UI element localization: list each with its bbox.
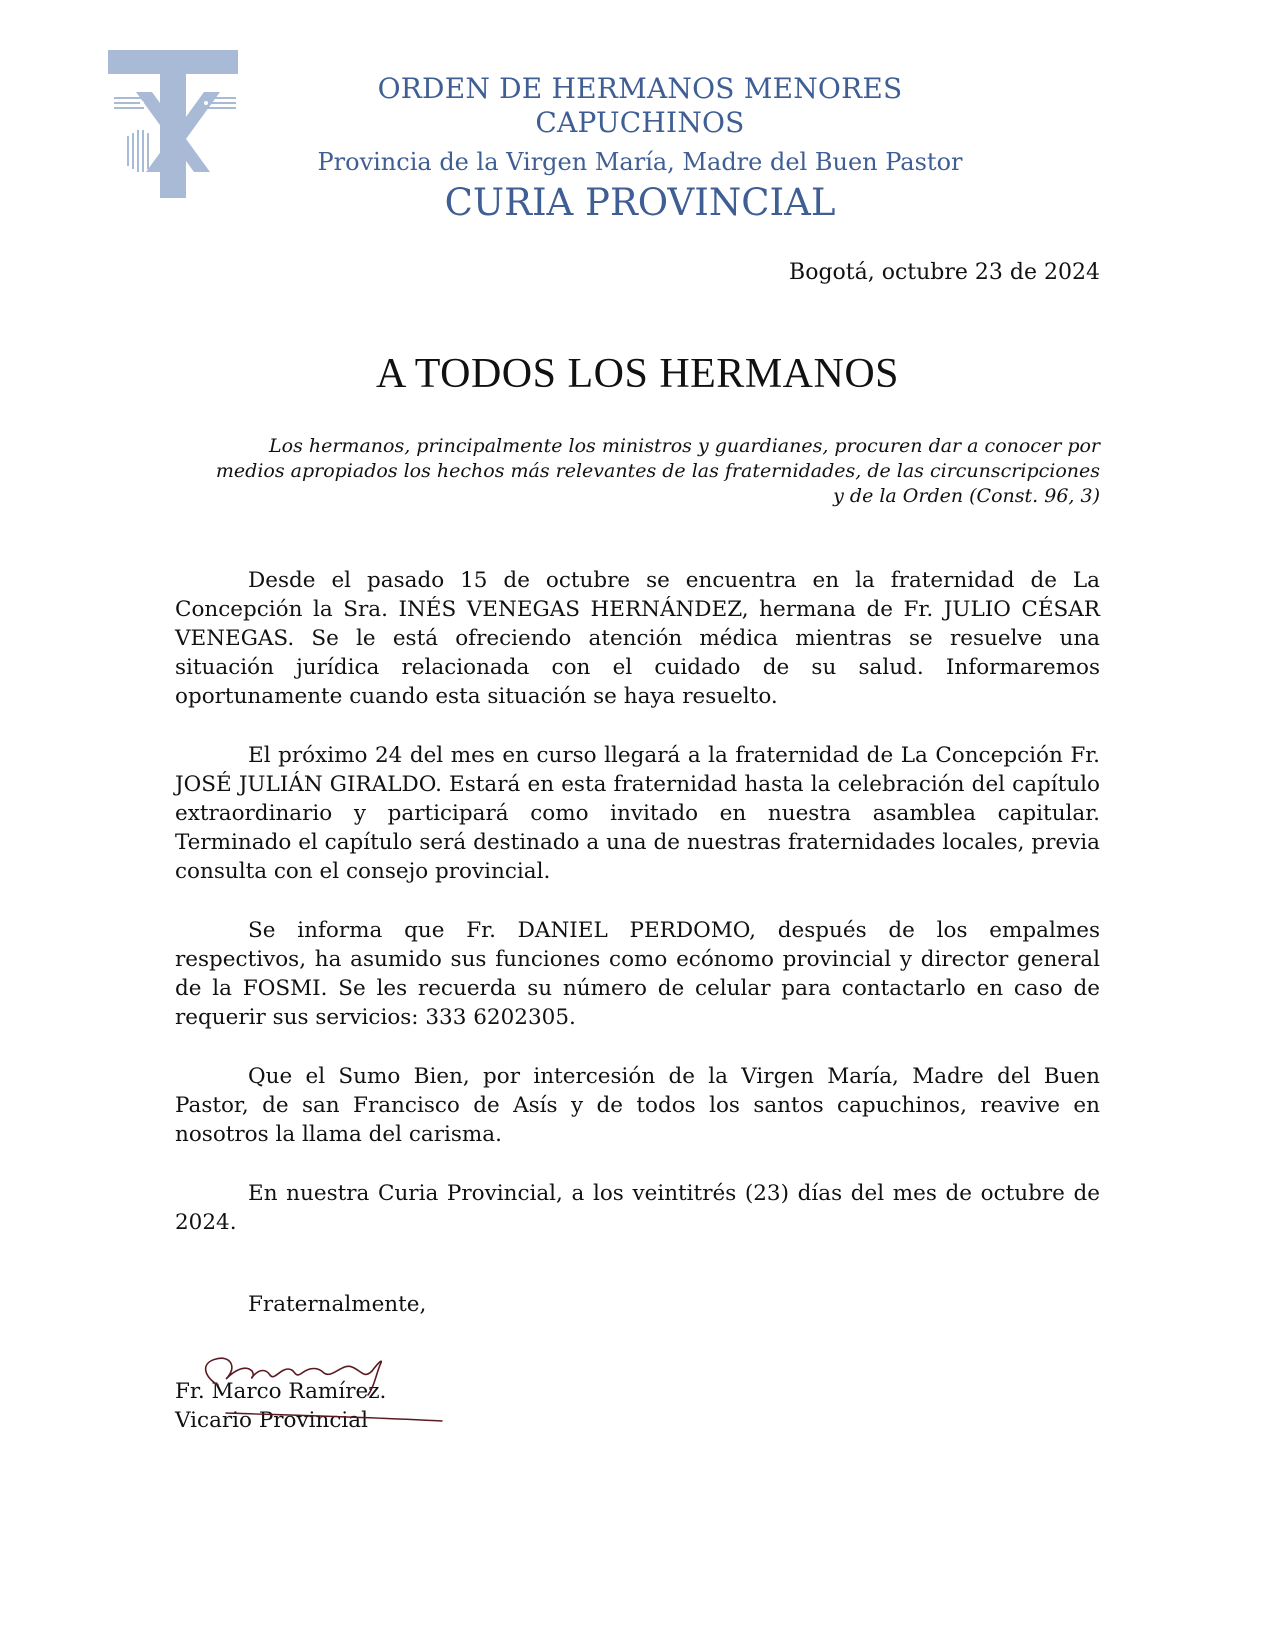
- curia-name: CURIA PROVINCIAL: [444, 181, 836, 224]
- paragraph: Desde el pasado 15 de octubre se encuentra en la fraternidad de La Concepción la Sra. INÉS VENEGAS HERNÁNDEZ, hermana de Fr. JULIO CÉSAR VENEGAS. Se le está ofreciendo atención médica mientras se resuelve una situación jurídica relacionada con el cuidado de su salud. Informaremos oportunamente cuando esta situación se haya resuelto.: [175, 568, 1100, 709]
- paragraph: Se informa que Fr. DANIEL PERDOMO, después de los empalmes respectivos, ha asumido sus funciones como ecónomo provincial y director general de la FOSMI. Se les recuerda su número de celular para contactarlo en caso de requerir sus servicios: 333 6202305.: [175, 918, 1100, 1030]
- signer-name: Fr. Marco Ramírez.: [175, 1379, 387, 1404]
- epigraph-quote: Los hermanos, principalmente los ministros y guardianes, procuren dar a conocer por medios apropiados los hechos más relevantes de las fraternidades, de las circunscripciones y de la Orden (Const. 96, 3): [215, 435, 1100, 507]
- letter-date: Bogotá, octubre 23 de 2024: [789, 260, 1100, 285]
- paragraph: El próximo 24 del mes en curso llegará a la fraternidad de La Concepción Fr. JOSÉ JULIÁN GIRALDO. Estará en esta fraternidad hasta la celebración del capítulo extraordinario y participará como invitado en nuestra asamblea capitular. Terminado el capítulo será destinado a una de nuestras fraternidades locales, previa consulta con el consejo provincial.: [175, 743, 1100, 884]
- letterhead: [280, 72, 1000, 224]
- letter-body: [175, 566, 1100, 1267]
- paragraph: En nuestra Curia Provincial, a los veintitrés (23) días del mes de octubre de 2024.: [175, 1181, 1100, 1235]
- order-name: ORDEN DE HERMANOS MENORES CAPUCHINOS: [377, 72, 903, 139]
- signer-role: Vicario Provincial: [175, 1408, 368, 1433]
- franciscan-tau-cross-icon: [108, 50, 243, 200]
- province-name: Provincia de la Virgen María, Madre del Buen Pastor: [317, 148, 963, 176]
- signer-block: [175, 1377, 386, 1435]
- paragraph: Que el Sumo Bien, por intercesión de la Virgen María, Madre del Buen Pastor, de san Francisco de Asís y de todos los santos capuchinos, reavive en nosotros la llama del carisma.: [175, 1064, 1100, 1147]
- closing-salutation: Fraternalmente,: [248, 1292, 427, 1317]
- letter-title: A TODOS LOS HERMANOS: [375, 351, 900, 397]
